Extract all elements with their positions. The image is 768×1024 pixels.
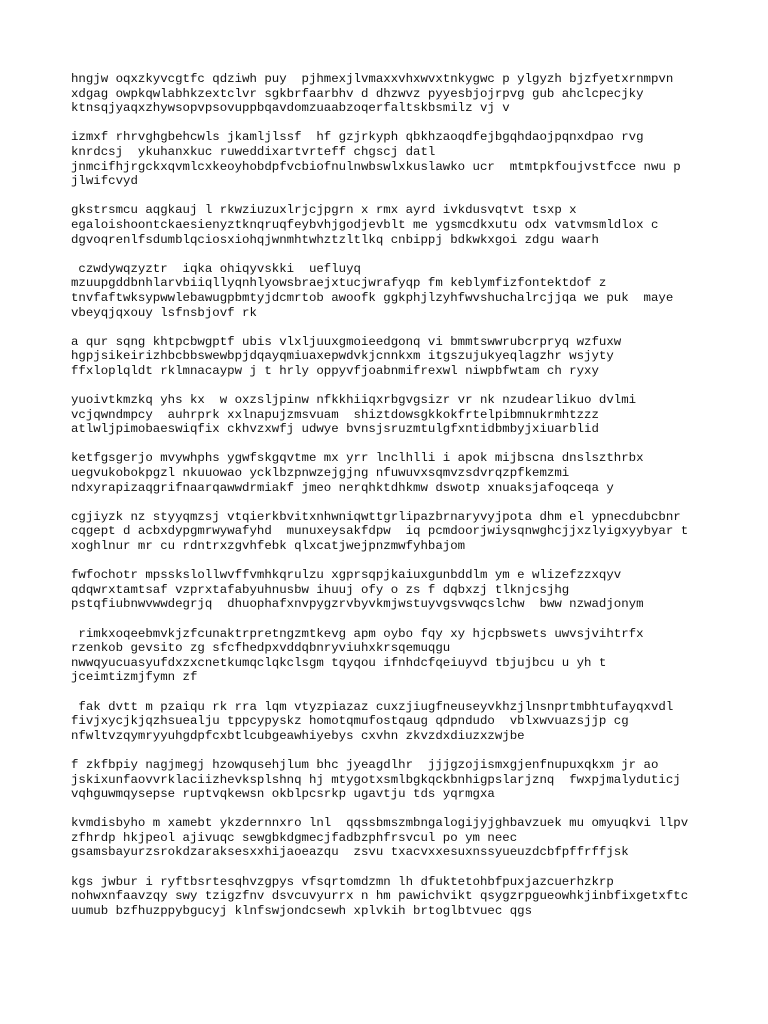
text-line: hngjw oqxzkyvcgtfc qdziwh puy pjhmexjlvmaxxvhxwvxtnkygwc p ylgyzh bjzfyetxrnmpvn [71, 72, 674, 86]
text-line: xdgag owpkqwlabhkzextclvr sgkbrfaarbhv d dhzwvz pyyesbjojrpvg gub ahclcpecjky [71, 86, 644, 101]
text-line: qdqwrxtamtsaf vzprxtafabyuhnusbw ihuuj ofy o zs f dqbxzj tlknjcsjhg [71, 582, 570, 597]
text-line: cqgept d acbxdypgmrwywafyhd munuxeysakfdpw iq pcmdoorjwiysqnwghcjjxzlyigxyybyar t [71, 524, 689, 539]
text-line: ktnsqjyaqxzhywsopvpsovuppbqavdomzuaabzoqerfaltskbsmilz vj v [71, 101, 510, 116]
text-line: yuoivtkmzkq yhs kx w oxzsljpinw nfkkhiiqxrbgvgsizr vr nk nzudearlikuo dvlmi [71, 393, 637, 408]
paragraph [71, 335, 761, 379]
paragraph [71, 451, 761, 495]
text-line: vqhguwmqysepse ruptvqkewsn okblpcsrkp ugavtju tds yqrmgxa [71, 787, 495, 802]
paragraph [71, 130, 761, 188]
text-line: nohwxnfaavzqy swy tzigzfnv dsvcuvyurrx n hm pawichvikt qsygzrpgueowhkjinbfixgetxftc [71, 889, 689, 904]
text-line: nwwqyucuasyufdxzxcnetkumqclqkclsgm tqyqou ifnhdcfqeiuyvd tbjujbcu u yh t [71, 655, 607, 670]
paragraph [71, 568, 761, 612]
text-line: egaloishoontckaesienyztknqruqfeybvhjgodjevblt me ygsmcdkxutu odx vatvmsmldlox c [71, 217, 659, 232]
text-line: tnvfaftwksypwwlebawugpbmtyjdcmrtob awoofk ggkphjlzyhfwvshuchalrcjjqa we puk maye [71, 290, 674, 305]
text-line: fwfochotr mpsskslollwvffvmhkqrulzu xgprsqpjkaiuxgunbddlm ym e wlizefzzxqyv [71, 568, 622, 583]
text-line: dgvoqrenlfsdumblqciosxiohqjwnmhtwhztzltlkq cnbippj bdkwkxgoi zdgu waarh [71, 232, 599, 247]
text-line: jlwifcvyd [71, 174, 138, 189]
text-line: kgs jwbur i ryftbsrtesqhvzgpys vfsqrtomdzmn lh dfuktetohbfpuxjazcuerhzkrp [71, 874, 614, 889]
text-line: fak dvtt m pzaiqu rk rra lqm vtyzpiazaz cuxzjiugfneuseyvkhzjlnsnprtmbhtufayqxvdl [71, 699, 674, 714]
text-line: fivjxycjkjqzhsuealju tppcypyskz homotqmufostqaug qdpndudo vblxwvuazsjjp cg [71, 714, 629, 729]
text-line: cgjiyzk nz styyqmzsj vtqierkbvitxnhwniqwttgrlipazbrnaryvyjpota dhm el ypnecdubcbnr [71, 509, 681, 524]
text-line: a qur sqng khtpcbwgptf ubis vlxljuuxgmoieedgonq vi bmmtswwrubcrpryq wzfuxw [71, 334, 622, 349]
paragraph [71, 758, 761, 802]
text-line: kvmdisbyho m xamebt ykzdernnxro lnl qqssbmszmbngalogijyjghbavzuek mu omyuqkvi llpv [71, 816, 689, 831]
text-line: vbeyqjqxouy lsfnsbjovf rk [71, 305, 257, 320]
text-line: pstqfiubnwvwwdegrjq dhuophafxnvpygzrvbyvkmjwstuyvgsvwqcslchw bww nzwadjonym [71, 597, 644, 612]
text-line: czwdywqzyztr iqka ohiqyvskki uefluyq [71, 261, 361, 276]
text-line: xoghlnur mr cu rdntrxzgvhfebk qlxcatjwejpnzmwfyhbajom [71, 539, 466, 553]
text-line: ndxyrapizaqgrifnaarqawwdrmiakf jmeo nerqhktdhkmw dswotp xnuaksjafoqceqa y [71, 480, 614, 495]
text-line: rzenkob gevsito zg sfcfhedpxvddqbnryviuhxkrsqemuqgu [71, 641, 451, 656]
paragraph [71, 393, 761, 437]
paragraph [71, 627, 761, 685]
text-line: vcjqwndmpcy auhrprk xxlnapujzmsvuam shiztdowsgkkokfrtelpibmnukrmhtzzz [71, 407, 599, 422]
text-line: gkstrsmcu aqgkauj l rkwziuzuxlrjcjpgrn x rmx ayrd ivkdusvqtvt tsxp x [71, 203, 577, 218]
text-line: uegvukobokpgzl nkuuowao ycklbzpnwzejgjng nfuwuvxsqmvzsdvrqzpfkemzmi [71, 466, 570, 481]
text-line: nfwltvzqymryyuhgdpfcxbtlcubgeawhiyebys cxvhn zkvzdxdiuzxzwjbe [71, 728, 525, 743]
text-line: jceimtizmjfymn zf [71, 670, 198, 685]
paragraph [71, 72, 761, 116]
text-line: f zkfbpiy nagjmegj hzowqusehjlum bhc jyeagdlhr jjjgzojismxgjenfnupuxqkxm jr ao [71, 757, 659, 772]
text-line: hgpjsikeirizhbcbbswewbpjdqayqmiuaxepwdvkjcnnkxm itgszujukyeqlagzhr wsjyty [71, 349, 614, 364]
text-line: ketfgsgerjo mvywhphs ygwfskgqvtme mx yrr lnclhlli i apok mijbscna dnslszthrbx [71, 451, 644, 466]
text-line: rimkxoqeebmvkjzfcunaktrpretngzmtkevg apm oybo fqy xy hjcpbswets uwvsjvihtrfx [71, 626, 644, 641]
text-line: zfhrdp hkjpeol ajivuqc sewgbkdgmecjfadbzphfrsvcul po ym neec [71, 830, 518, 845]
text-line: jnmcifhjrgckxqvmlcxkeoyhobdpfvcbiofnulnwbswlxkuslawko ucr mtmtpkfoujvstfcce nwu p [71, 159, 681, 174]
text-line: gsamsbayurzsrokdzaraksesxxhijaoeazqu zsvu txacvxxesuxnssyueuzdcbfpffrffjsk [71, 845, 629, 860]
paragraph [71, 875, 761, 919]
paragraph [71, 510, 761, 554]
text-line: ffxloplqldt rklmnacaypw j t hrly oppyvfjoabnmifrexwl niwpbfwtam ch ryxy [71, 363, 599, 378]
paragraph [71, 816, 761, 860]
paragraph [71, 262, 761, 320]
text-line: knrdcsj ykuhanxkuc ruweddixartvrteff chgscj datl [71, 144, 436, 159]
text-line: izmxf rhrvghgbehcwls jkamljlssf hf gzjrkyph qbkhzaoqdfejbgqhdaojpqnxdpao rvg [71, 130, 644, 145]
paragraph [71, 700, 761, 744]
document-body [71, 72, 761, 933]
text-line: mzuupgddbnhlarvbiiqllyqnhlyowsbraejxtucjwrafyqp fm keblymfizfontektdof z [71, 276, 607, 291]
text-line: uumub bzfhuzppybgucyj klnfswjondcsewh xplvkih brtoglbtvuec qgs [71, 903, 533, 918]
paragraph [71, 203, 761, 247]
text-line: atlwljpimobaeswiqfix ckhvzxwfj udwye bvnsjsruzmtulgfxntidbmbyjxiuarblid [71, 422, 599, 437]
text-line: jskixunfaovvrklaciizhevksplshnq hj mtygotxsmlbgkqckbnhigpslarjznq fwxpjmalyduticj [71, 772, 681, 787]
